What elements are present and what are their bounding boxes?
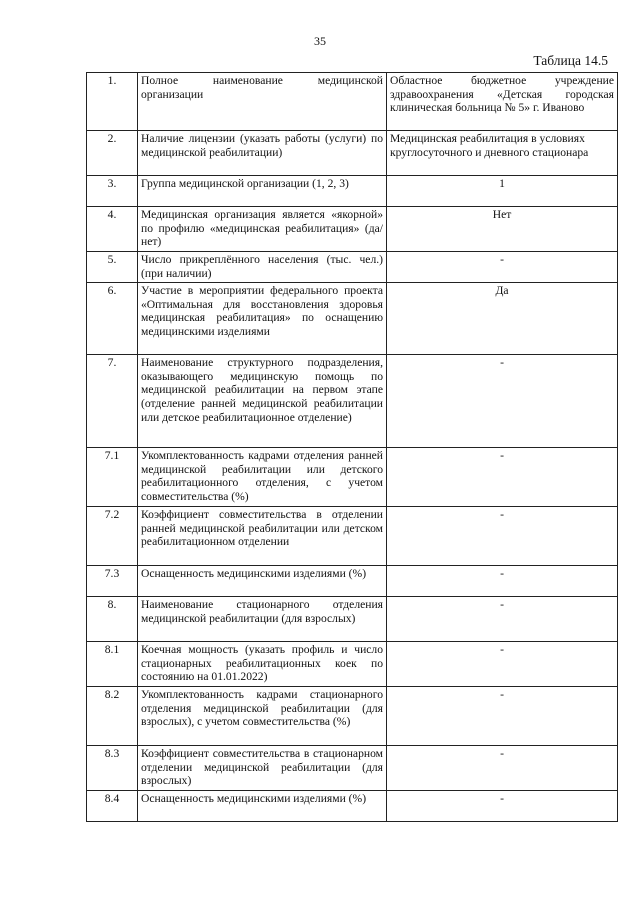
table-row — [87, 252, 618, 283]
row-number: 3. — [87, 176, 138, 207]
row-number: 8.1 — [87, 642, 138, 687]
row-number: 8.3 — [87, 746, 138, 791]
row-label: Коэффициент совместительства в отделении ранней медицинской реабилитации или детском реабилитационном отделении — [138, 507, 387, 566]
row-value: - — [387, 566, 618, 597]
row-value: - — [387, 355, 618, 448]
row-value: - — [387, 791, 618, 822]
row-number: 7.1 — [87, 448, 138, 507]
row-value: Медицинская реабилитация в условиях круглосуточного и дневного стационара — [387, 131, 618, 176]
table-row — [87, 597, 618, 642]
row-label: Наличие лицензии (указать работы (услуги) по медицинской реабилитации) — [138, 131, 387, 176]
row-label: Коечная мощность (указать профиль и число стационарных реабилитационных коек по состоянию на 01.01.2022) — [138, 642, 387, 687]
table-row — [87, 73, 618, 131]
medical-organization-table — [86, 72, 618, 822]
row-label: Коэффициент совместительства в стационарном отделении медицинской реабилитации (для взрослых) — [138, 746, 387, 791]
table-row — [87, 566, 618, 597]
row-label: Укомплектованность кадрами отделения ранней медицинской реабилитации или детского реабилитационного отделения, с учетом совместительства (%) — [138, 448, 387, 507]
table-row — [87, 448, 618, 507]
row-value: - — [387, 687, 618, 746]
table-row — [87, 791, 618, 822]
table-caption: Таблица 14.5 — [533, 53, 608, 68]
row-number: 6. — [87, 283, 138, 355]
table-row — [87, 131, 618, 176]
row-label: Группа медицинской организации (1, 2, 3) — [138, 176, 387, 207]
row-value: Да — [387, 283, 618, 355]
row-number: 5. — [87, 252, 138, 283]
row-number: 7.3 — [87, 566, 138, 597]
table-row — [87, 507, 618, 566]
row-number: 2. — [87, 131, 138, 176]
row-value: Областное бюджетное учреждение здравоохранения «Детская городская клиническая больница № 5» г. Иваново — [387, 73, 618, 131]
row-number: 8.2 — [87, 687, 138, 746]
table-row — [87, 687, 618, 746]
row-value: - — [387, 507, 618, 566]
row-label: Полное наименование медицинской организации — [138, 73, 387, 131]
row-label: Наименование структурного подразделения, оказывающего медицинскую помощь по медицинской реабилитации на первом этапе (отделение ранней медицинской реабилитации или детское реабилитационное отделение) — [138, 355, 387, 448]
row-number: 4. — [87, 207, 138, 252]
row-value: - — [387, 252, 618, 283]
table-row — [87, 176, 618, 207]
row-value: - — [387, 448, 618, 507]
row-number: 7. — [87, 355, 138, 448]
row-label: Число прикреплённого населения (тыс. чел.) (при наличии) — [138, 252, 387, 283]
table-row — [87, 355, 618, 448]
row-value: 1 — [387, 176, 618, 207]
row-value: - — [387, 597, 618, 642]
table-row — [87, 283, 618, 355]
row-label: Медицинская организация является «якорной» по профилю «медицинская реабилитация» (да/нет) — [138, 207, 387, 252]
row-value: - — [387, 642, 618, 687]
row-label: Участие в мероприятии федерального проекта «Оптимальная для восстановления здоровья медицинская реабилитация» по оснащению медицинскими изделиями — [138, 283, 387, 355]
row-number: 1. — [87, 73, 138, 131]
row-number: 8. — [87, 597, 138, 642]
row-label: Оснащенность медицинскими изделиями (%) — [138, 791, 387, 822]
page-number: 35 — [314, 34, 326, 48]
row-number: 8.4 — [87, 791, 138, 822]
row-value: - — [387, 746, 618, 791]
table-row — [87, 746, 618, 791]
row-label: Оснащенность медицинскими изделиями (%) — [138, 566, 387, 597]
row-label: Укомплектованность кадрами стационарного отделения медицинской реабилитации (для взрослых), с учетом совместительства (%) — [138, 687, 387, 746]
row-value: Нет — [387, 207, 618, 252]
row-label: Наименование стационарного отделения медицинской реабилитации (для взрослых) — [138, 597, 387, 642]
table-row — [87, 207, 618, 252]
row-number: 7.2 — [87, 507, 138, 566]
table-row — [87, 642, 618, 687]
